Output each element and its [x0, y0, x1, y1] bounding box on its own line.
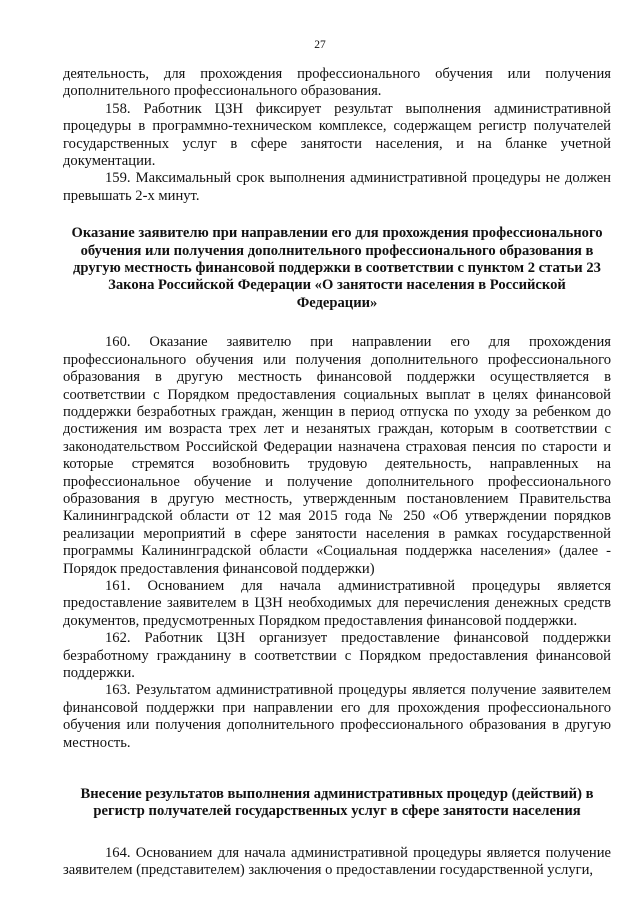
- page-number: 27: [314, 39, 326, 51]
- section-heading-registry: Внесение результатов выполнения административных процедур (действий) в регистр получателей государственных услуг в сфере занятости населения: [80, 786, 594, 820]
- paragraph-159: 159. Максимальный срок выполнения административной процедуры не должен превышать 2-х минут.: [63, 170, 611, 204]
- paragraph-162: 162. Работник ЦЗН организует предоставление финансовой поддержки безработному гражданину в соответствии с Порядком предоставления финансовой поддержки.: [63, 630, 611, 681]
- paragraph-160: 160. Оказание заявителю при направлении его для прохождения профессионального обучения или получения дополнительного профессионального образования в другую местность финансовой поддержки осуществляется в соответствии с Порядком предоставления социальных выплат в целях финансовой поддержки безработных граждан, женщин в период отпуска по уходу за ребенком до достижения им возраста трех лет и незанятых граждан, которым в соответствии с законодательством Российской Федерации назначена страховая пенсия по старости и которые стремятся возобновить трудовую деятельность, направленных на профессиональное обучение и получение дополнительного профессионального образования в другую местность, утвержденным постановлением Правительства Калининградской области от 12 мая 2015 года № 250 «Об утверждении порядков реализации мероприятий в сфере занятости населения в рамках государственной программы Калининградской области «Социальная поддержка населения» (далее - Порядок предоставления финансовой поддержки): [63, 334, 611, 577]
- paragraph-164: 164. Основанием для начала административной процедуры является получение заявителем (представителем) заключения о предоставлении государственной услуги,: [63, 844, 611, 879]
- paragraph-163: 163. Результатом административной процедуры является получение заявителем финансовой поддержки при направлении его для прохождения профессионального обучения или получения дополнительного профессионального образования в другую местность.: [63, 682, 611, 751]
- paragraph-158: 158. Работник ЦЗН фиксирует результат выполнения административной процедуры в программно-техническом комплексе, содержащем регистр получателей государственных услуг в сфере занятости населения, и на бланке учетной документации.: [63, 100, 611, 170]
- section-heading-financial-support: Оказание заявителю при направлении его для прохождения профессионального обучения или получения дополнительного профессионального образования в другую местность финансовой поддержки в соответствии с пунктом 2 статьи 23 Закона Российской Федерации «О занятости населения в Российской Федерации»: [71, 225, 603, 311]
- page-body: [63, 66, 611, 880]
- paragraph-continuation: деятельность, для прохождения профессионального обучения или получения дополнительного профессионального образования.: [63, 66, 611, 100]
- paragraph-161: 161. Основанием для начала административной процедуры является предоставление заявителем в ЦЗН необходимых для перечисления денежных средств документов, предусмотренных Порядком предоставления финансовой поддержки.: [63, 577, 611, 629]
